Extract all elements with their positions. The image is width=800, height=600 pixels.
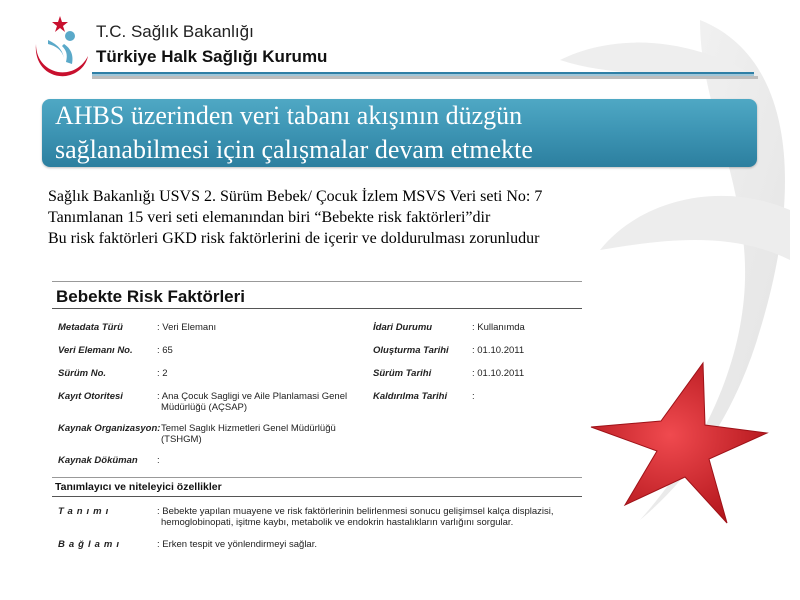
header-divider-shadow: [92, 76, 758, 79]
context-value: : Erken tespit ve yönlendirmeyi sağlar.: [157, 539, 317, 550]
admin-status-label: İdari Durumu: [373, 322, 433, 333]
registration-authority-value-line-1: : Ana Çocuk Sagligi ve Aile Planlamasi Genel: [157, 391, 348, 402]
red-star-icon: [585, 355, 775, 530]
intro-text: [48, 186, 542, 249]
form-title: Bebekte Risk Faktörleri: [56, 287, 245, 306]
source-organization-label: Kaynak Organizasyon:: [58, 423, 161, 434]
intro-line-2: Tanımlanan 15 veri seti elemanından biri “Bebekte risk faktörleri”dir: [48, 209, 491, 226]
section-top-rule: [52, 477, 582, 478]
intro-line-3: Bu risk faktörleri GKD risk faktörlerini de içerir ve doldurulması zorunludur: [48, 230, 540, 247]
slide-title-line-2: sağlanabilmesi için çalışmalar devam etmekte: [55, 135, 533, 164]
source-document-value: :: [157, 455, 160, 466]
removal-date-label: Kaldırılma Tarihi: [373, 391, 448, 402]
metadata-type-value: : Veri Elemanı: [157, 322, 217, 333]
created-date-label: Oluşturma Tarihi: [373, 345, 449, 356]
form-top-rule: [52, 281, 582, 282]
source-organization-value-line-2: (TSHGM): [161, 434, 202, 445]
institution-name: Türkiye Halk Sağlığı Kurumu: [96, 47, 328, 66]
version-no-label: Sürüm No.: [58, 368, 107, 379]
ministry-name: T.C. Sağlık Bakanlığı: [96, 22, 254, 41]
slide-title: [55, 99, 755, 167]
definition-value: [157, 506, 554, 528]
version-no-value: : 2: [157, 368, 168, 379]
version-date-label: Sürüm Tarihi: [373, 368, 432, 379]
context-label: Bağlamı: [58, 539, 123, 550]
section-bottom-rule: [52, 496, 582, 497]
element-no-label: Veri Elemanı No.: [58, 345, 133, 356]
source-organization-value-line-1: Temel Saglık Hizmetleri Genel Müdürlüğü: [161, 423, 336, 434]
source-organization-value: [161, 423, 336, 445]
registration-authority-label: Kayıt Otoritesi: [58, 391, 123, 402]
registration-authority-value: [157, 391, 347, 413]
definition-value-line-1: : Bebekte yapılan muayene ve risk faktörlerinin belirlenmesi sonucu gelişimsel kalça displazisi,: [157, 506, 554, 517]
risk-factor-form: [52, 281, 584, 561]
created-date-value: : 01.10.2011: [472, 345, 525, 356]
form-title-rule: [52, 308, 582, 309]
metadata-type-label: Metadata Türü: [58, 322, 123, 333]
element-no-value: : 65: [157, 345, 173, 356]
slide-title-line-1: AHBS üzerinden veri tabanı akışının düzgün: [55, 101, 523, 130]
removal-date-value: :: [472, 391, 475, 402]
admin-status-value: : Kullanımda: [472, 322, 525, 333]
definition-value-line-2: hemoglobinopati, işitme kaybı, metabolik ve endokrin hastalıkların varlığını sorgular.: [161, 517, 514, 528]
definition-label: Tanımı: [58, 506, 113, 517]
intro-line-1: Sağlık Bakanlığı USVS 2. Sürüm Bebek/ Çocuk İzlem MSVS Veri seti No: 7: [48, 188, 543, 205]
registration-authority-value-line-2: Müdürlüğü (AÇSAP): [161, 402, 248, 413]
section-title: Tanımlayıcı ve niteleyici özellikler: [55, 481, 222, 493]
ministry-logo-icon: [26, 14, 90, 80]
source-document-label: Kaynak Döküman: [58, 455, 138, 466]
version-date-value: : 01.10.2011: [472, 368, 525, 379]
